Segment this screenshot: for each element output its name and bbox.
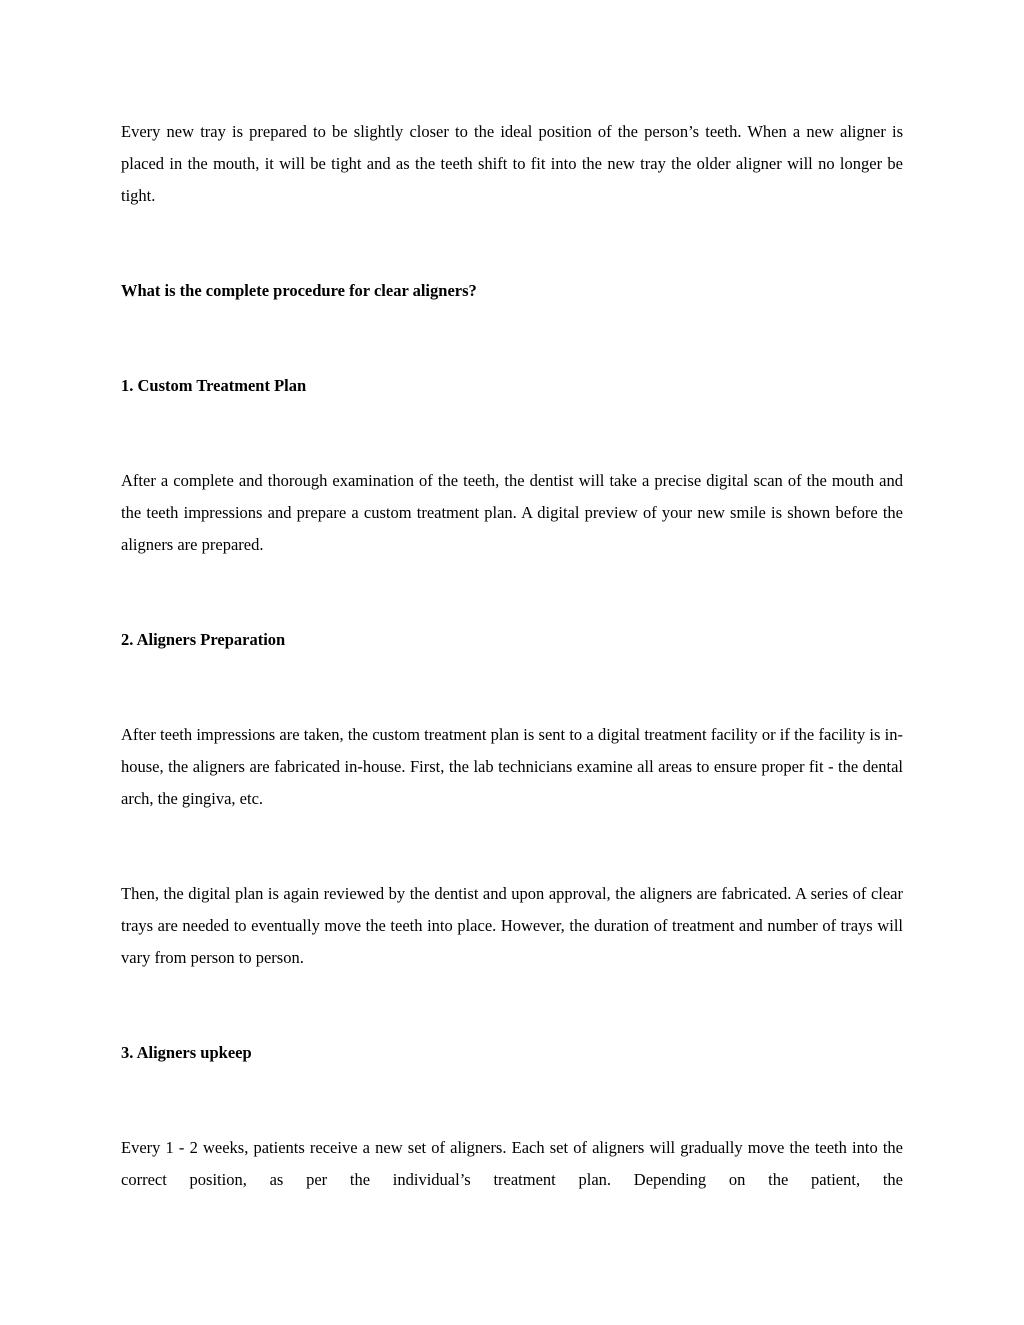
step2-paragraph-1: After teeth impressions are taken, the custom treatment plan is sent to a digital treatment facility or if the facility is in-house, the aligners are fabricated in-house. First, the lab technicians examine all areas to ensure proper fit - the dental arch, the gingiva, etc. [121,725,903,808]
step3-heading: 3. Aligners upkeep [121,1043,252,1062]
step1-paragraph: After a complete and thorough examination of the teeth, the dentist will take a precise digital scan of the mouth and the teeth impressions and prepare a custom treatment plan. A digital preview of your new smile is shown before the aligners are prepared. [121,471,903,554]
step2-heading: 2. Aligners Preparation [121,630,286,649]
step2-paragraph-2: Then, the digital plan is again reviewed by the dentist and upon approval, the aligners are fabricated. A series of clear trays are needed to eventually move the teeth into place. However, the duration of treatment and number of trays will vary from person to person. [121,884,903,967]
question-heading: What is the complete procedure for clear aligners? [121,281,477,300]
intro-paragraph: Every new tray is prepared to be slightly closer to the ideal position of the person’s teeth. When a new aligner is placed in the mouth, it will be tight and as the teeth shift to fit into the new tray the older aligner will no longer be tight. [121,122,903,205]
step1-heading: 1. Custom Treatment Plan [121,376,307,395]
step3-paragraph: Every 1 - 2 weeks, patients receive a new set of aligners. Each set of aligners will gradually move the teeth into the correct position, as per the individual’s treatment plan. Depending on the patient, the [121,1138,903,1189]
